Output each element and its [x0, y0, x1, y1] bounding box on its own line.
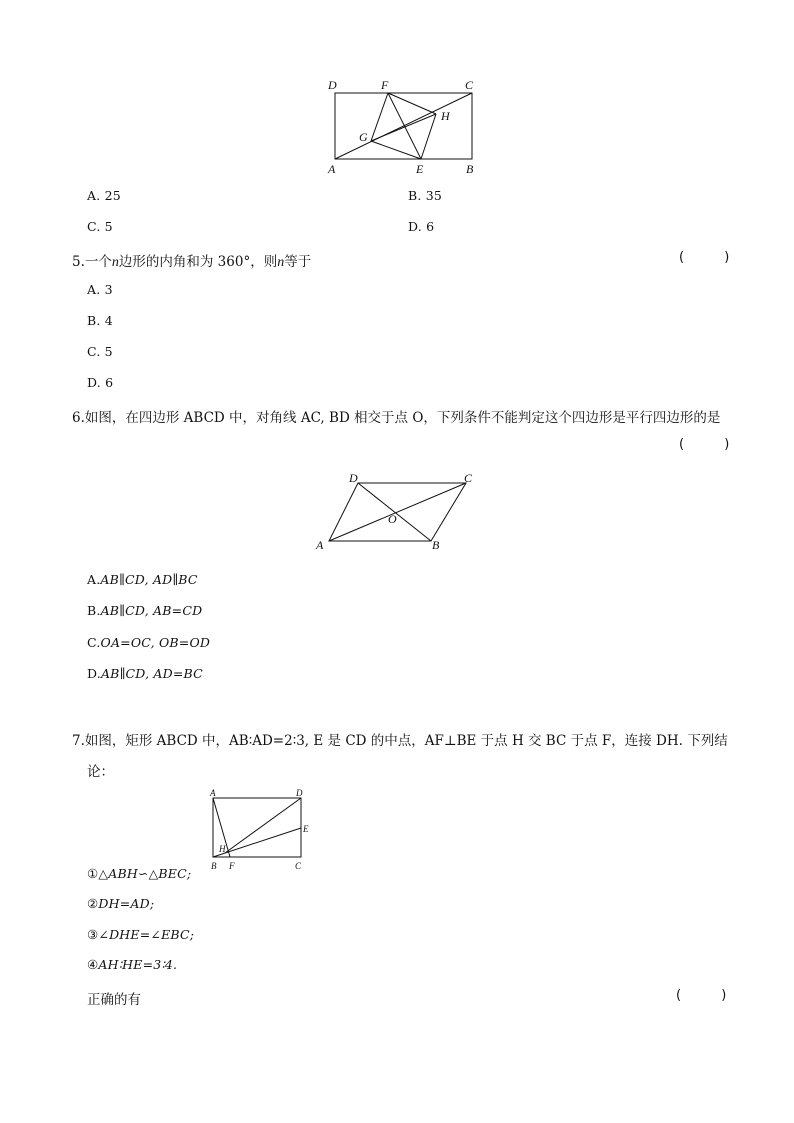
q7-text-line1: 如图，矩形 ABCD 中，AB∶AD=2∶3, E 是 CD 的中点，AF⊥BE 于点 H 交 BC 于点 F，连接 DH. 下列结 [84, 733, 728, 749]
q5-option-a[interactable]: A. 3 [87, 282, 113, 297]
q7-conclusion-3 [87, 927, 194, 942]
q6-option-a-letter: A. [87, 572, 101, 587]
q7-conclusion-3-text: ∠DHE=∠EBC; [98, 927, 195, 942]
q7-stem-line2: 论： [87, 764, 114, 780]
q5-text-post: 等于 [284, 254, 312, 270]
q6-label-b: B [432, 538, 440, 552]
label-b: B [466, 162, 474, 176]
label-c: C [465, 78, 474, 92]
q7-label-h: H [219, 844, 226, 854]
label-f: F [381, 78, 389, 92]
q6-option-d-letter: D. [87, 666, 101, 681]
q6-label-d: D [349, 471, 358, 485]
q7-number: 7. [72, 733, 85, 749]
q6-label-o: O [388, 512, 397, 526]
q7-conclusion-1-text: △ABH∽△BEC; [98, 866, 192, 881]
q6-answer-paren[interactable]: ( ) [679, 437, 748, 452]
q6-option-c-text: OA=OC, OB=OD [100, 635, 211, 650]
label-a: A [328, 162, 336, 176]
q6-option-b-letter: B. [87, 603, 101, 618]
q7-label-f: F [229, 861, 235, 871]
q5-option-b[interactable]: B. 4 [87, 313, 113, 328]
q7-conclusion-4-text: AH∶HE=3∶4. [98, 957, 178, 972]
q4-option-a[interactable]: A. 25 [87, 188, 121, 203]
q5-answer-paren[interactable]: ( ) [679, 250, 748, 265]
q7-conclusion-2-mark: ② [87, 896, 99, 911]
q7-conclusion-1-mark: ① [87, 866, 99, 881]
q5-text-mid: 边形的内角和为 360°，则 [118, 254, 278, 270]
q7-conclusion-2 [87, 896, 154, 911]
label-e: E [416, 162, 424, 176]
q7-label-b: B [211, 861, 217, 871]
q5-number: 5. [72, 254, 85, 270]
q7-label-c: C [295, 861, 302, 871]
q6-number: 6. [72, 410, 85, 426]
label-d: D [328, 78, 337, 92]
q7-conclusion-2-text: DH=AD; [98, 896, 155, 911]
q6-label-c: C [464, 471, 473, 485]
q5-var-n2: n [277, 255, 285, 270]
q7-label-d: D [296, 788, 303, 798]
q7-conclusion-1 [87, 866, 191, 881]
q4-option-c[interactable]: C. 5 [87, 219, 113, 234]
q5-text-pre: 一个 [84, 254, 112, 270]
q4-option-d[interactable]: D. 6 [408, 219, 435, 234]
q5-var-n: n [111, 255, 119, 270]
q6-option-b-text: AB∥CD, AB=CD [100, 603, 203, 618]
q7-conclusion-4-mark: ④ [87, 957, 99, 972]
q4-option-b[interactable]: B. 35 [408, 188, 443, 203]
q7-answer-paren[interactable]: ( ) [676, 988, 745, 1003]
q6-option-c-letter: C. [87, 635, 101, 650]
q7-label-a: A [210, 788, 216, 798]
q5-option-c[interactable]: C. 5 [87, 344, 113, 359]
label-h: H [441, 109, 450, 123]
q5-option-d[interactable]: D. 6 [87, 375, 114, 390]
q6-label-a: A [316, 538, 324, 552]
q7-conclusion-3-mark: ③ [87, 927, 99, 942]
q6-text: 如图，在四边形 ABCD 中，对角线 AC, BD 相交于点 O，下列条件不能判定这个四边形是平行四边形的是 [84, 410, 721, 426]
q6-option-a-text: AB∥CD, AD∥BC [100, 572, 198, 587]
q7-conclusion-4 [87, 957, 177, 972]
q7-answer-prompt: 正确的有 [87, 992, 141, 1008]
q7-label-e: E [303, 824, 309, 834]
q6-option-d-text: AB∥CD, AD=BC [100, 666, 203, 681]
label-g: G [359, 130, 368, 144]
